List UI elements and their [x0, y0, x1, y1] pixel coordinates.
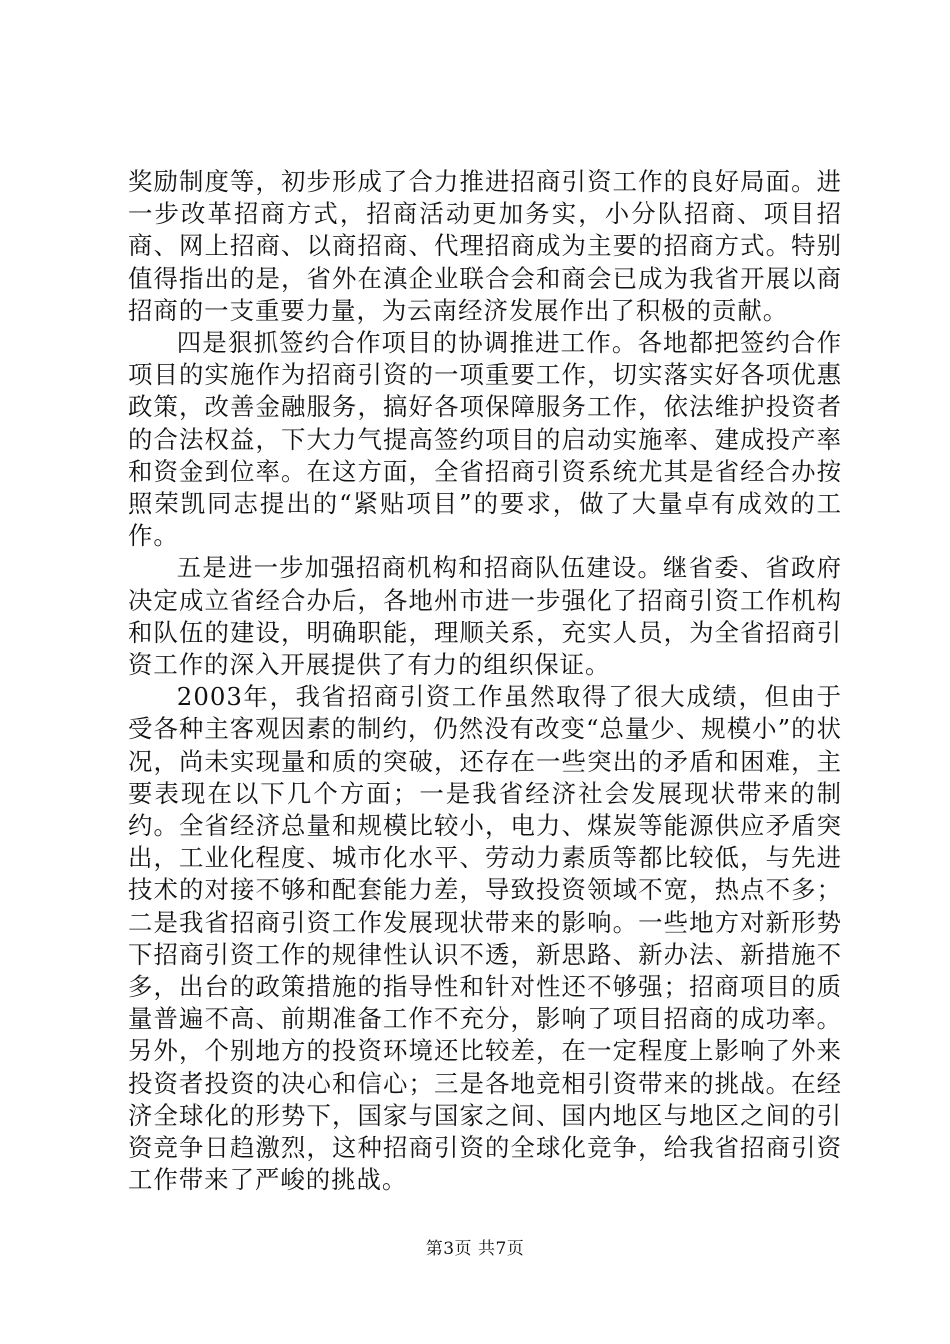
page-footer: 第3页 共7页 — [425, 1239, 525, 1259]
paragraph-continuation: 奖励制度等，初步形成了合力推进招商引资工作的良好局面。进一步改革招商方式，招商活动更加务实，小分队招商、项目招商、网上招商、以商招商、代理招商成为主要的招商方式。特别值得指出的是，省外在滇企业联合会和商会已成为我省开展以商招商的一支重要力量，为云南经济发展作出了积极的贡献。 — [128, 167, 842, 325]
paragraph-2003-problems: 2003年，我省招商引资工作虽然取得了很大成绩，但由于受各种主客观因素的制约，仍然没有改变“总量少、规模小”的状况，尚未实现量和质的突破，还存在一些突出的矛盾和困难，主要表现在以下几个方面；一是我省经济社会发展现状带来的制约。全省经济总量和规模比较小，电力、煤炭等能源供应矛盾突出，工业化程度、城市化水平、劳动力素质等都比较低，与先进技术的对接不够和配套能力差，导致投资领域不宽，热点不多；二是我省招商引资工作发展现状带来的影响。一些地方对新形势下招商引资工作的规律性认识不透，新思路、新办法、新措施不多，出台的政策措施的指导性和针对性还不够强；招商项目的质量普遍不高、前期准备工作不充分，影响了项目招商的成功率。另外，个别地方的投资环境还比较差，在一定程度上影响了外来投资者投资的决心和信心；三是各地竞相引资带来的挑战。在经济全球化的形势下，国家与国家之间、国内地区与地区之间的引资竞争日趋激烈，这种招商引资的全球化竞争，给我省招商引资工作带来了严峻的挑战。 — [128, 682, 842, 1195]
paragraph-point-five: 五是进一步加强招商机构和招商队伍建设。继省委、省政府决定成立省经合办后，各地州市进一步强化了招商引资工作机构和队伍的建设，明确职能，理顺关系，充实人员，为全省招商引资工作的深入开展提供了有力的组织保证。 — [128, 553, 842, 680]
paragraph-point-four: 四是狠抓签约合作项目的协调推进工作。各地都把签约合作项目的实施作为招商引资的一项重要工作，切实落实好各项优惠政策，改善金融服务，搞好各项保障服务工作，依法维护投资者的合法权益，下大力气提高签约项目的启动实施率、建成投产率和资金到位率。在这方面，全省招商引资系统尤其是省经合办按照荣凯同志提出的“紧贴项目”的要求，做了大量卓有成效的工作。 — [128, 328, 842, 551]
document-body — [128, 166, 842, 1197]
